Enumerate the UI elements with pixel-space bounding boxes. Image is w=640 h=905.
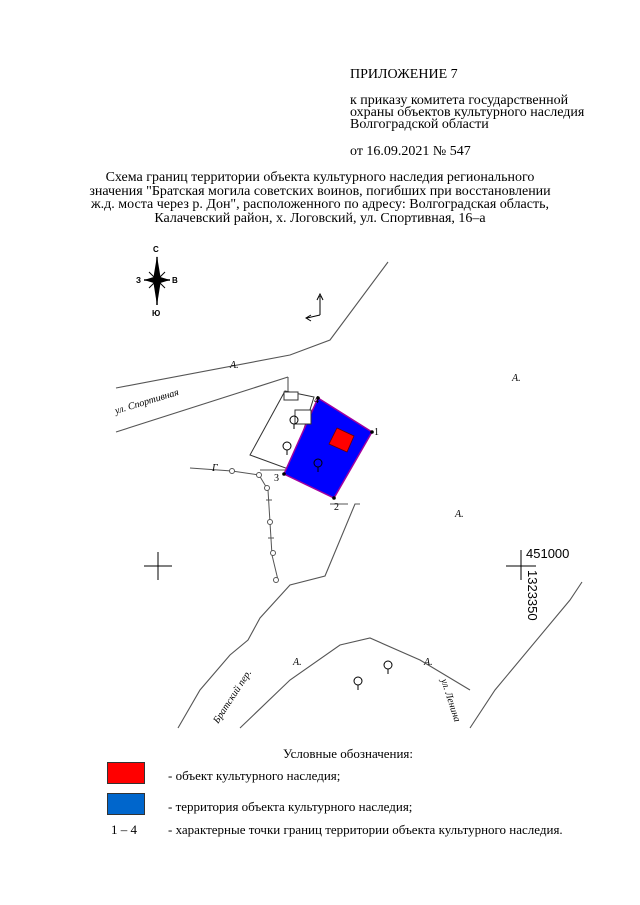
boundary-point-1: 1 xyxy=(374,427,379,438)
scheme-title-line-3: ж.д. моста через р. Дон", расположенного по адресу: Волгоградская область, xyxy=(91,197,549,212)
order-line-2: охраны объектов культурного наследия xyxy=(350,105,585,120)
legend-object-text: - объект культурного наследия; xyxy=(168,768,341,783)
street-sportivnaya-label: ул. Спортивная xyxy=(113,386,181,417)
compass-west-label: З xyxy=(136,276,142,285)
utility-line xyxy=(190,468,279,583)
order-date: от 16.09.2021 № 547 xyxy=(350,144,471,159)
boundary-point-3: 3 xyxy=(274,473,279,484)
legend-territory-text: - территория объекта культурного наследия; xyxy=(168,799,413,814)
boundary-point-4: 4 xyxy=(314,395,319,406)
scheme-title-line-1: Схема границ территории объекта культурного наследия регионального xyxy=(105,170,535,185)
compass-rose-icon xyxy=(136,245,178,318)
order-line-1: к приказу комитета государственной xyxy=(350,93,569,108)
order-line-3: Волгоградской области xyxy=(350,117,489,132)
scheme-title-line-4: Калачевский район, х. Логовский, ул. Спортивная, 16–а xyxy=(154,210,486,226)
utility-g-label: Г xyxy=(212,463,218,474)
asphalt-label: А. xyxy=(230,360,239,371)
street-lenina-label: ул. Ленина xyxy=(438,677,463,724)
appendix-heading: ПРИЛОЖЕНИЕ 7 xyxy=(350,67,458,82)
compass-east-label: В xyxy=(172,276,178,285)
boundary-point-2: 2 xyxy=(334,502,339,513)
grid-cross-icon xyxy=(144,550,536,580)
axis-arrow-icon xyxy=(306,294,323,321)
asphalt-label: А. xyxy=(455,509,464,520)
coord-y-label: 1323350 xyxy=(525,570,540,621)
scheme-title-line-2: значения "Братская могила советских воинов, погибших при восстановлении xyxy=(89,183,551,199)
coord-x-label: 451000 xyxy=(526,546,570,561)
street-outlines xyxy=(116,262,582,728)
legend-title: Условные обозначения: xyxy=(283,746,414,761)
compass-north-label: С xyxy=(153,245,159,254)
asphalt-label: А. xyxy=(424,657,433,668)
legend-points-text: - характерные точки границ территории объекта культурного наследия. xyxy=(168,822,563,837)
asphalt-label: А. xyxy=(293,657,302,668)
compass-south-label: Ю xyxy=(152,309,161,318)
lane-bratsky-label: Братский пер. xyxy=(211,667,255,726)
legend-object-swatch xyxy=(107,762,145,784)
legend-points-code: 1 – 4 xyxy=(111,822,137,837)
asphalt-label: А. xyxy=(512,373,521,384)
legend-territory-swatch xyxy=(107,793,145,815)
